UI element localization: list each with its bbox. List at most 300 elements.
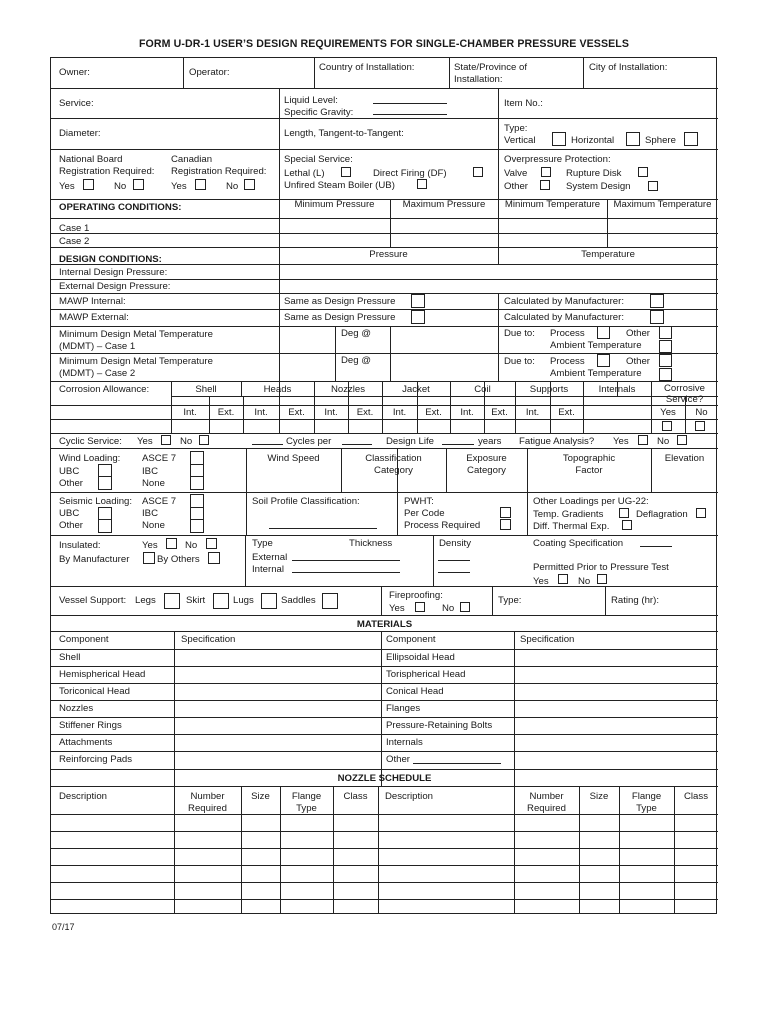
- nozzle-class-header-right: Class: [684, 791, 708, 802]
- grid-line-v: [335, 326, 336, 381]
- ca-ext-0: Ext.: [217, 407, 235, 418]
- years-label: years: [478, 436, 502, 447]
- service-label: Service:: [59, 98, 94, 109]
- deflagration-checkbox[interactable]: [696, 508, 706, 518]
- wind-none-checkbox[interactable]: [190, 476, 204, 490]
- ca-int-5: Int.: [525, 407, 540, 418]
- fatigue-yes-label: Yes: [613, 436, 629, 447]
- grid-line-v: [183, 58, 184, 88]
- permitted-yes-label: Yes: [533, 576, 549, 587]
- nb-no-checkbox[interactable]: [133, 179, 144, 190]
- wind-other-label: Other: [59, 478, 83, 489]
- material-row-left: Nozzles: [59, 703, 94, 714]
- owner-label: Owner:: [59, 67, 90, 78]
- deg-label-2: Deg @: [341, 355, 372, 366]
- permitted-label: Permitted Prior to Pressure Test: [533, 562, 669, 573]
- corrosive-service-label: Service?: [665, 394, 704, 405]
- grid-line-v: [245, 535, 246, 586]
- nb-yes-checkbox[interactable]: [83, 179, 94, 190]
- nozzle-class-header-left: Class: [343, 791, 368, 802]
- cycles-line[interactable]: [252, 444, 283, 445]
- due-to-label-2: Due to:: [504, 356, 535, 367]
- grid-line-v: [378, 786, 379, 914]
- skirt-label: Skirt: [186, 595, 206, 606]
- mawp-internal-label: MAWP Internal:: [59, 296, 126, 307]
- ca-col-internals: Internals: [598, 384, 636, 395]
- ambient-label-1: Ambient Temperature: [550, 340, 642, 351]
- nb-no-label: No: [114, 181, 127, 192]
- by-manufacturer-checkbox[interactable]: [143, 552, 155, 564]
- design-requirements-form: [50, 57, 717, 914]
- mdmt-other-checkbox-1[interactable]: [659, 326, 672, 339]
- soil-profile-label: Soil Profile Classification:: [252, 496, 360, 507]
- nozzle-flange-type-header-left: Type: [296, 803, 317, 814]
- canadian-yes-checkbox[interactable]: [195, 179, 206, 190]
- grid-line-h: [51, 848, 718, 849]
- calc-by-checkbox-1[interactable]: [650, 294, 664, 308]
- grid-line-h: [51, 786, 718, 787]
- material-row-right: Torispherical Head: [386, 669, 466, 680]
- fatigue-no-checkbox[interactable]: [677, 435, 687, 445]
- wind-none-label: None: [142, 478, 165, 489]
- nozzle-size-header-left: Size: [251, 791, 270, 802]
- grid-line-h: [51, 492, 718, 493]
- grid-line-v: [381, 586, 382, 615]
- external-density-line[interactable]: [438, 560, 470, 561]
- grid-line-h: [51, 631, 718, 632]
- other-loadings-label: Other Loadings per UG-22:: [533, 496, 649, 507]
- cycles-per-line[interactable]: [342, 444, 372, 445]
- exposure-category-header: Category: [467, 465, 506, 476]
- form-title: FORM U-DR-1 USER’S DESIGN REQUIREMENTS FOR SINGLE-CHAMBER PRESSURE VESSELS: [138, 38, 630, 50]
- external-line[interactable]: [292, 560, 400, 561]
- ca-col-supports: Supports: [529, 384, 569, 395]
- mdmt-other-checkbox-2[interactable]: [659, 354, 672, 367]
- grid-line-v: [579, 786, 580, 914]
- material-row-left: Toriconical Head: [59, 686, 130, 697]
- diameter-label: Diameter:: [59, 128, 101, 139]
- grid-line-h: [51, 649, 718, 650]
- grid-line-v: [381, 631, 382, 786]
- other-material-line[interactable]: [413, 763, 501, 764]
- grid-line-h: [51, 882, 718, 883]
- grid-line-h: [51, 279, 718, 280]
- ca-int-3: Int.: [392, 407, 407, 418]
- national-board-label: National Board: [59, 154, 123, 165]
- length-label: Length, Tangent-to-Tangent:: [284, 128, 404, 139]
- ambient-checkbox-2[interactable]: [659, 368, 672, 381]
- grid-line-v: [498, 118, 499, 149]
- temp-gradients-checkbox[interactable]: [619, 508, 629, 518]
- same-as-label-1: Same as Design Pressure: [284, 296, 396, 307]
- seismic-none-label: None: [142, 520, 165, 531]
- grid-line-v: [241, 786, 242, 914]
- grid-line-h: [51, 247, 718, 248]
- nozzle-flange-header-left: Flange: [291, 791, 322, 802]
- nozzle-desc-header-left: Description: [59, 791, 107, 802]
- ca-ext-4: Ext.: [491, 407, 508, 418]
- grid-line-h: [51, 419, 718, 420]
- grid-line-v: [333, 786, 334, 914]
- saddles-checkbox[interactable]: [322, 593, 338, 609]
- cycles-per-label: Cycles per: [286, 436, 332, 447]
- grid-line-h: [51, 448, 718, 449]
- ca-col-heads: Heads: [263, 384, 292, 395]
- min-temp-header: Minimum Temperature: [504, 199, 601, 210]
- grid-line-h: [51, 666, 718, 667]
- insulation-thickness-label: Thickness: [349, 538, 393, 549]
- ca-int-2: Int.: [324, 407, 338, 418]
- canadian-yes-label: Yes: [171, 181, 187, 192]
- ca-int-1: Int.: [254, 407, 268, 418]
- same-as-checkbox-1[interactable]: [411, 294, 425, 308]
- mat-spec-header-right: Specification: [520, 634, 575, 645]
- grid-line-v: [449, 58, 450, 88]
- grid-line-h: [51, 309, 718, 310]
- lugs-label: Lugs: [233, 595, 254, 606]
- grid-line-v: [314, 58, 315, 88]
- grid-line-v: [514, 631, 515, 786]
- coating-spec-label: Coating Specification: [533, 538, 624, 549]
- permitted-no-checkbox[interactable]: [597, 574, 607, 584]
- materials-heading: MATERIALS: [356, 619, 413, 630]
- vertical-checkbox[interactable]: [552, 132, 566, 146]
- insulated-no-checkbox[interactable]: [206, 538, 217, 549]
- mat-spec-header-left: Specification: [181, 634, 236, 645]
- insulated-no-label: No: [185, 540, 198, 551]
- material-row-left: Reinforcing Pads: [59, 754, 133, 765]
- grid-line-v: [583, 396, 584, 433]
- grid-line-v: [174, 631, 175, 786]
- insulation-density-label: Density: [439, 538, 471, 549]
- unfired-checkbox[interactable]: [417, 179, 427, 189]
- horizontal-label: Horizontal: [571, 135, 615, 146]
- grid-line-h: [51, 899, 718, 900]
- specific-gravity-line[interactable]: [373, 114, 447, 115]
- grid-line-h: [51, 326, 718, 327]
- nozzle-number-header-left: Number: [190, 791, 225, 802]
- exposure-header: Exposure: [466, 453, 507, 464]
- fireproofing-yes-label: Yes: [389, 603, 405, 614]
- wind-loading-label: Wind Loading:: [59, 453, 121, 464]
- max-temp-header: Maximum Temperature: [613, 199, 712, 210]
- per-code-label: Per Code: [404, 508, 445, 519]
- seismic-asce7-checkbox[interactable]: [190, 494, 204, 508]
- grid-line-h: [51, 433, 718, 434]
- ca-col-coil: Coil: [474, 384, 491, 395]
- design-conditions-heading: DESIGN CONDITIONS:: [59, 254, 162, 265]
- overpressure-other-checkbox[interactable]: [540, 180, 550, 190]
- op-case1-label: Case 1: [59, 223, 90, 234]
- country-label: Country of Installation:: [319, 62, 415, 73]
- classification-category-header: Category: [374, 465, 413, 476]
- coating-spec-line[interactable]: [640, 546, 672, 547]
- grid-line-h: [51, 535, 718, 536]
- nozzle-flange-type-header-right: Type: [636, 803, 657, 814]
- support-type-label: Type:: [498, 595, 522, 606]
- nozzle-size-header-right: Size: [589, 791, 609, 802]
- grid-line-v: [498, 293, 499, 381]
- per-code-checkbox[interactable]: [500, 507, 511, 518]
- vessel-support-label: Vessel Support:: [59, 595, 127, 606]
- nozzle-flange-header-right: Flange: [631, 791, 662, 802]
- material-row-left: Attachments: [59, 737, 113, 748]
- design-pressure-header: Pressure: [369, 249, 408, 260]
- cyclic-yes-checkbox[interactable]: [161, 435, 171, 445]
- mdmt1-case-label: (MDMT) – Case 1: [59, 341, 136, 352]
- skirt-checkbox[interactable]: [213, 593, 229, 609]
- grid-line-h: [51, 683, 718, 684]
- legs-label: Legs: [135, 595, 156, 606]
- grid-line-h: [51, 831, 718, 832]
- type-label: Type:: [504, 123, 528, 134]
- cyclic-no-label: No: [180, 436, 193, 447]
- operator-label: Operator:: [189, 67, 230, 78]
- pwht-label: PWHT:: [404, 496, 434, 507]
- grid-line-h: [51, 734, 718, 735]
- canadian-no-checkbox[interactable]: [244, 179, 255, 190]
- rating-label: Rating (hr):: [611, 595, 659, 606]
- sphere-label: Sphere: [645, 135, 676, 146]
- fireproofing-no-label: No: [442, 603, 455, 614]
- grid-line-h: [51, 615, 718, 616]
- grid-line-h: [51, 88, 718, 89]
- legs-checkbox[interactable]: [164, 593, 180, 609]
- lugs-checkbox[interactable]: [261, 593, 277, 609]
- grid-line-h: [51, 586, 718, 587]
- direct-firing-label: Direct Firing (DF): [373, 168, 447, 179]
- operating-conditions-heading: OPERATING CONDITIONS:: [59, 202, 182, 213]
- ca-int-4: Int.: [460, 407, 474, 418]
- sphere-checkbox[interactable]: [684, 132, 698, 146]
- calc-by-checkbox-2[interactable]: [650, 310, 664, 324]
- state-label: State/Province of: [454, 62, 528, 73]
- material-row-left: Stiffener Rings: [59, 720, 122, 731]
- grid-line-h: [51, 769, 718, 770]
- nozzle-schedule-heading: NOZZLE SCHEDULE: [337, 773, 432, 784]
- internal-density-line[interactable]: [438, 572, 470, 573]
- corrosive-yes-label: Yes: [660, 407, 676, 418]
- city-label: City of Installation:: [589, 62, 668, 73]
- process-required-checkbox[interactable]: [500, 519, 511, 530]
- fireproofing-label: Fireproofing:: [389, 590, 443, 601]
- saddles-label: Saddles: [281, 595, 316, 606]
- calc-by-label-1: Calculated by Manufacturer:: [504, 296, 624, 307]
- canadian-no-label: No: [226, 181, 239, 192]
- diff-thermal-checkbox[interactable]: [622, 520, 632, 530]
- material-row-left: Hemispherical Head: [59, 669, 146, 680]
- grid-line-v: [583, 58, 584, 88]
- design-temperature-header: Temperature: [581, 249, 635, 260]
- horizontal-checkbox[interactable]: [626, 132, 640, 146]
- state-label-2: Installation:: [454, 74, 503, 85]
- topographic-header: Topographic: [562, 453, 616, 464]
- nozzle-number-header-right: Number: [529, 791, 564, 802]
- topographic-factor-header: Factor: [575, 465, 603, 476]
- material-row-right: Internals: [386, 737, 423, 748]
- seismic-loading-label: Seismic Loading:: [59, 496, 133, 507]
- nb-yes-label: Yes: [59, 181, 75, 192]
- ca-col-nozzles: Nozzles: [330, 384, 366, 395]
- design-life-label: Design Life: [386, 436, 434, 447]
- nozzle-required-header-right: Required: [527, 803, 566, 814]
- mdmt2-case-label: (MDMT) – Case 2: [59, 368, 136, 379]
- nozzle-desc-header-right: Description: [385, 791, 433, 802]
- process-required-label: Process Required: [404, 520, 481, 531]
- op-case2-label: Case 2: [59, 236, 90, 247]
- grid-line-h: [51, 751, 718, 752]
- national-board-required-label: Registration Required:: [59, 166, 155, 177]
- grid-line-h: [51, 865, 718, 866]
- cyclic-no-checkbox[interactable]: [199, 435, 209, 445]
- grid-line-h: [51, 814, 718, 815]
- corrosive-no-label: No: [695, 407, 708, 418]
- seismic-ubc-label: UBC: [59, 508, 80, 519]
- process-checkbox-2[interactable]: [597, 354, 610, 367]
- mdmt-other-label-2: Other: [626, 356, 650, 367]
- min-pressure-header: Minimum Pressure: [294, 199, 375, 210]
- liquid-level-line[interactable]: [373, 103, 447, 104]
- mdmt1-label: Minimum Design Metal Temperature: [59, 329, 213, 340]
- elevation-header: Elevation: [664, 453, 705, 464]
- ca-ext-1: Ext.: [288, 407, 305, 418]
- permitted-yes-checkbox[interactable]: [558, 574, 568, 584]
- process-checkbox-1[interactable]: [597, 326, 610, 339]
- same-as-checkbox-2[interactable]: [411, 310, 425, 324]
- fatigue-yes-checkbox[interactable]: [638, 435, 648, 445]
- material-row-right: Flanges: [386, 703, 421, 714]
- canadian-label: Canadian: [171, 154, 213, 165]
- grid-line-h: [51, 700, 718, 701]
- direct-firing-checkbox[interactable]: [473, 167, 483, 177]
- grid-line-v: [279, 264, 280, 381]
- deflagration-label: Deflagration: [636, 509, 688, 520]
- by-others-label: By Others: [157, 554, 200, 565]
- external-design-pressure-label: External Design Pressure:: [59, 281, 171, 292]
- material-row-right: Other: [386, 754, 410, 765]
- cyclic-service-label: Cyclic Service:: [59, 436, 122, 447]
- corrosive-label: Corrosive: [663, 383, 706, 394]
- corrosion-allowance-label: Corrosion Allowance:: [59, 384, 150, 395]
- rupture-disk-checkbox[interactable]: [638, 167, 648, 177]
- ca-col-jacket: Jacket: [402, 384, 430, 395]
- rupture-disk-label: Rupture Disk: [566, 168, 622, 179]
- insulation-type-label: Type: [252, 538, 273, 549]
- grid-line-v: [498, 88, 499, 118]
- grid-line-h: [51, 118, 718, 119]
- overpressure-label: Overpressure Protection:: [504, 154, 611, 165]
- design-life-line[interactable]: [442, 444, 474, 445]
- cyclic-yes-label: Yes: [137, 436, 153, 447]
- grid-line-h: [51, 293, 718, 294]
- wind-asce7-label: ASCE 7: [142, 453, 177, 464]
- form-revision: 07/17: [52, 922, 75, 932]
- ca-ext-2: Ext.: [356, 407, 374, 418]
- valve-checkbox[interactable]: [541, 167, 551, 177]
- seismic-none-checkbox[interactable]: [190, 519, 204, 533]
- mat-component-header-left: Component: [59, 634, 109, 645]
- wind-speed-header: Wind Speed: [267, 453, 320, 464]
- due-to-label-1: Due to:: [504, 328, 535, 339]
- grid-line-h: [51, 353, 718, 354]
- valve-label: Valve: [504, 168, 528, 179]
- wind-asce7-checkbox[interactable]: [190, 451, 204, 465]
- process-label-1: Process: [550, 328, 585, 339]
- grid-line-v: [498, 149, 499, 199]
- wind-ubc-label: UBC: [59, 466, 80, 477]
- grid-line-v: [279, 88, 280, 199]
- system-design-label: System Design: [566, 181, 631, 192]
- wind-ibc-label: IBC: [142, 466, 158, 477]
- grid-line-v: [390, 326, 391, 381]
- material-row-right: Conical Head: [386, 686, 444, 697]
- ca-int-0: Int.: [183, 407, 197, 418]
- seismic-other-label: Other: [59, 520, 83, 531]
- insulated-label: Insulated:: [59, 540, 101, 551]
- grid-line-h: [51, 218, 718, 219]
- ambient-checkbox-1[interactable]: [659, 340, 672, 353]
- overpressure-other-label: Other: [504, 181, 528, 192]
- grid-line-v: [607, 218, 608, 247]
- corrosive-no-checkbox[interactable]: [695, 421, 705, 431]
- corrosive-yes-checkbox[interactable]: [662, 421, 672, 431]
- seismic-other-checkbox[interactable]: [98, 519, 112, 533]
- permitted-no-label: No: [578, 576, 591, 587]
- grid-line-h: [51, 233, 718, 234]
- grid-line-h: [171, 396, 718, 397]
- system-design-checkbox[interactable]: [648, 181, 658, 191]
- max-pressure-header: Maximum Pressure: [402, 199, 486, 210]
- ca-ext-5: Ext.: [558, 407, 575, 418]
- item-no-label: Item No.:: [504, 98, 543, 109]
- grid-line-h: [51, 405, 718, 406]
- grid-line-v: [433, 535, 434, 586]
- grid-line-v: [605, 586, 606, 615]
- by-others-checkbox[interactable]: [208, 552, 220, 564]
- lethal-checkbox[interactable]: [341, 167, 351, 177]
- grid-line-v: [492, 586, 493, 615]
- process-label-2: Process: [550, 356, 585, 367]
- fatigue-no-label: No: [657, 436, 670, 447]
- liquid-level-label: Liquid Level:: [284, 95, 338, 106]
- seismic-ibc-label: IBC: [142, 508, 158, 519]
- vertical-label: Vertical: [504, 135, 536, 146]
- mdmt-other-label-1: Other: [626, 328, 650, 339]
- ca-col-shell: Shell: [195, 384, 217, 395]
- fireproofing-yes-checkbox[interactable]: [415, 602, 425, 612]
- soil-profile-line[interactable]: [269, 528, 377, 529]
- classification-header: Classification: [365, 453, 422, 464]
- material-row-right: Ellipsoidal Head: [386, 652, 455, 663]
- internal-design-pressure-label: Internal Design Pressure:: [59, 267, 168, 278]
- canadian-required-label: Registration Required:: [171, 166, 267, 177]
- insulation-internal-label: Internal: [252, 564, 284, 575]
- fatigue-label: Fatigue Analysis?: [519, 436, 595, 447]
- unfired-steam-boiler-label: Unfired Steam Boiler (UB): [284, 180, 395, 191]
- wind-other-checkbox[interactable]: [98, 476, 112, 490]
- ambient-label-2: Ambient Temperature: [550, 368, 642, 379]
- material-row-left: Shell: [59, 652, 81, 663]
- specific-gravity-label: Specific Gravity:: [284, 107, 354, 118]
- seismic-asce7-label: ASCE 7: [142, 496, 177, 507]
- insulated-yes-checkbox[interactable]: [166, 538, 177, 549]
- temp-gradients-label: Temp. Gradients: [533, 509, 604, 520]
- fireproofing-no-checkbox[interactable]: [460, 602, 470, 612]
- lethal-label: Lethal (L): [284, 168, 325, 179]
- insulation-external-label: External: [252, 552, 288, 563]
- internal-line[interactable]: [292, 572, 400, 573]
- grid-line-h: [51, 717, 718, 718]
